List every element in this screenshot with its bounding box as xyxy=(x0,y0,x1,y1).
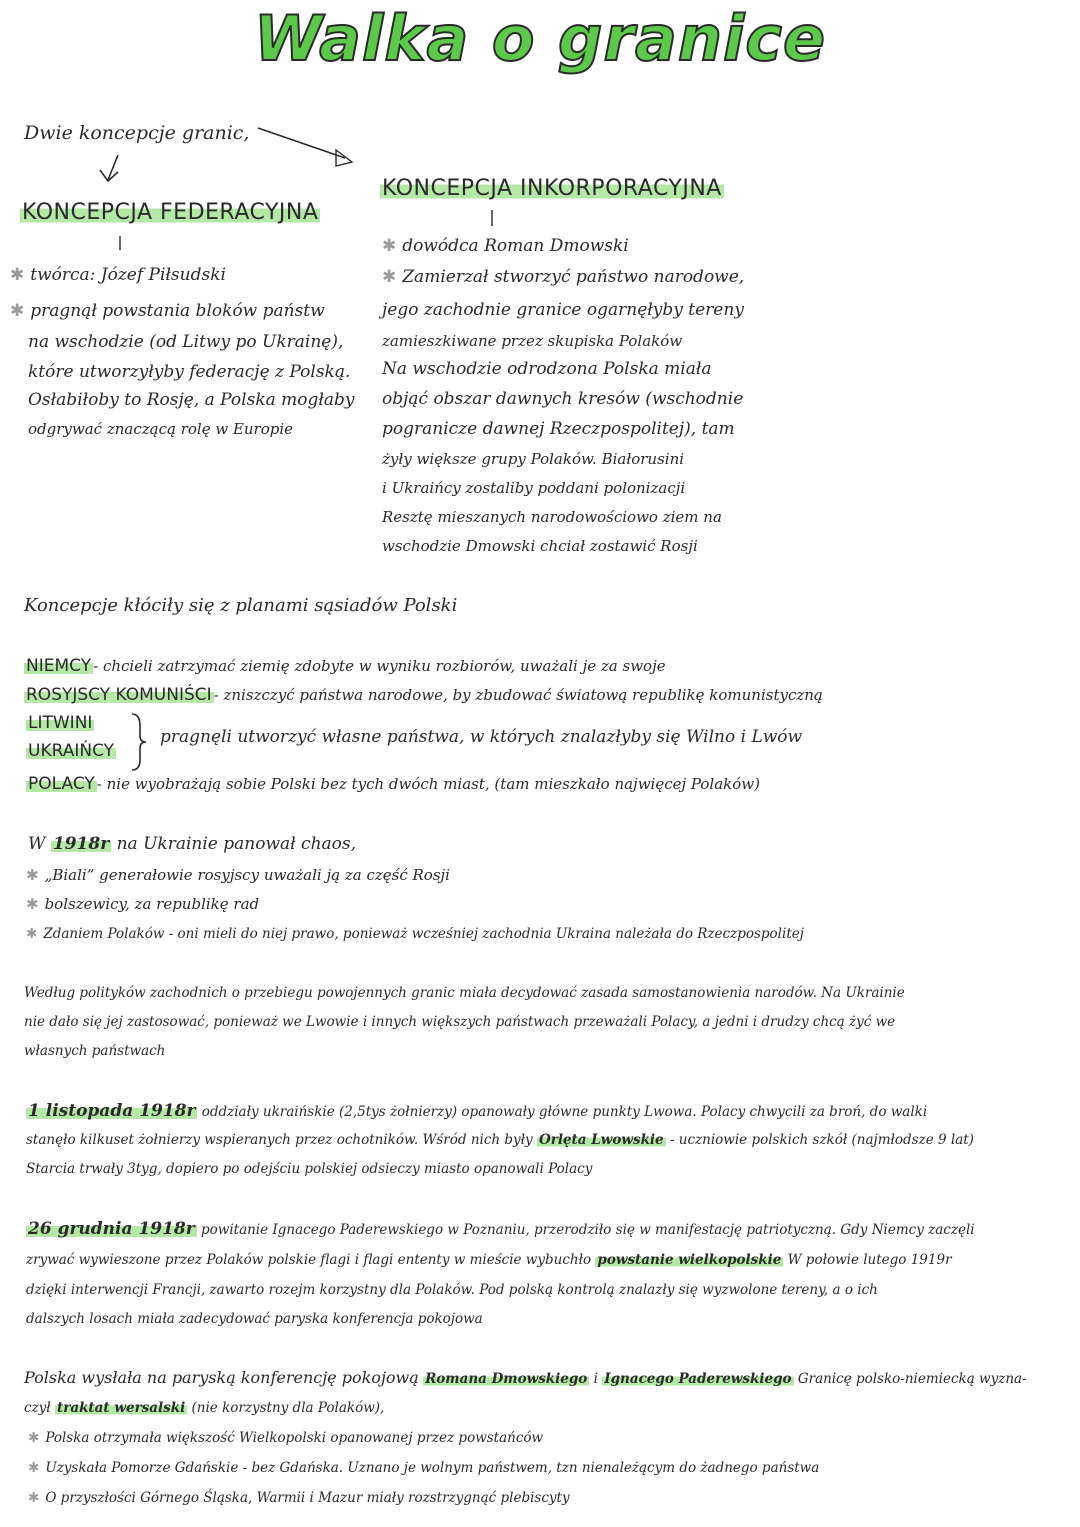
ukraine-item: ✱ „Biali” generałowie rosyjscy uważali ją za część Rosji xyxy=(26,866,450,884)
page-title: Walka o granice xyxy=(253,2,827,75)
polacy-label: POLACY xyxy=(28,774,95,794)
intro-text: Dwie koncepcje granic, xyxy=(24,122,250,144)
federacyjna-line: które utworzyłyby federację z Polską. xyxy=(28,362,351,382)
federacyjna-heading: KONCEPCJA FEDERACYJNA xyxy=(22,200,319,225)
paris-item: ✱ Polska otrzymała większość Wielkopolski opanowanej przez powstańców xyxy=(28,1430,544,1446)
inkorporacyjna-line: jego zachodnie granice ogarnęłyby tereny xyxy=(382,300,744,320)
ukraine-intro: W 1918r na Ukrainie panował chaos, xyxy=(28,834,357,854)
inkorporacyjna-line: Na wschodzie odrodzona Polska miała xyxy=(382,359,712,379)
wielkopolska-line1: 26 grudnia 1918r powitanie Ignacego Paderewskiego w Poznaniu, przerodziło się w manifestację patriotyczną. Gdy Niemcy zaczęli xyxy=(28,1219,975,1239)
wielkopolska-line2: zrywać wywieszone przez Polaków polskie flagi i flagi ententy w mieście wybuchło powstanie wielkopolskie W połowie lutego 1919r xyxy=(26,1252,952,1268)
inkorporacyjna-line: zamieszkiwane przez skupiska Polaków xyxy=(382,332,683,350)
inkorporacyjna-line: ✱ dowódca Roman Dmowski xyxy=(382,236,629,256)
lwow-line1: 1 listopada 1918r oddziały ukraińskie (2,5tys żołnierzy) opanowały główne punkty Lwowa. Polacy chwycili za broń, do walki xyxy=(28,1101,928,1121)
brace-icon xyxy=(128,712,152,772)
federacyjna-line: ✱ pragnął powstania bloków państw xyxy=(10,301,325,321)
wielkopolska-line4: dalszych losach miała zadecydować paryska konferencja pokojowa xyxy=(26,1311,483,1327)
western-line: nie dało się jej zastosować, ponieważ we Lwowie i innych większych państwach przeważali Polacy, a jedni i drudzy chcą żyć we xyxy=(24,1014,896,1030)
wielkopolska-line3: dzięki interwencji Francji, zawarto rozejm korzystny dla Polaków. Pod polską kontrolą znalazły się wyzwolone tereny, a o ich xyxy=(26,1282,878,1298)
inkorporacyjna-line: Resztę mieszanych narodowościowo ziem na xyxy=(382,508,722,526)
ukraincy-label: UKRAIŃCY xyxy=(28,741,115,761)
niemcy-label: NIEMCY xyxy=(26,656,92,676)
paderewski-highlight: Ignacego Paderewskiego xyxy=(604,1371,792,1387)
rosyjscy-label: ROSYJSCY KOMUNIŚCI xyxy=(26,685,212,705)
inkorporacyjna-heading: KONCEPCJA INKORPORACYJNA xyxy=(382,176,722,201)
federacyjna-line: ✱ twórca: Józef Piłsudski xyxy=(10,265,226,285)
paris-item: ✱ Uzyskała Pomorze Gdańskie - bez Gdańska. Uznano je wolnym państwem, tzn nienależącym do żadnego państwa xyxy=(28,1460,820,1476)
dmowski-highlight: Romana Dmowskiego xyxy=(425,1371,588,1387)
inkorporacyjna-line: pogranicze dawnej Rzeczpospolitej), tam xyxy=(382,419,735,439)
polacy-row: POLACY - nie wyobrażają sobie Polski bez tych dwóch miast, (tam mieszkało najwięcej Polaków) xyxy=(28,774,760,794)
neighbors-intro: Koncepcje kłóciły się z planami sąsiadów Polski xyxy=(24,595,458,616)
paris-item: ✱ O przyszłości Górnego Śląska, Warmii i Mazur miały rozstrzygnąć plebiscyty xyxy=(28,1490,570,1506)
orleta-highlight: Orlęta Lwowskie xyxy=(538,1132,664,1148)
lwow-line2: stanęło kilkuset żołnierzy wspieranych przez ochotników. Wśród nich były Orlęta Lwowskie - uczniowie polskich szkół (najmłodsze 9 lat) xyxy=(26,1132,974,1148)
paris-line1: Polska wysłała na paryską konferencję pokojową Romana Dmowskiego i Ignacego Paderewskiego Granicę polsko-niemiecką wyzna- xyxy=(24,1368,1027,1387)
inkorporacyjna-line: i Ukraińcy zostaliby poddani polonizacji xyxy=(382,479,686,497)
litwini-label: LITWINI xyxy=(28,713,93,733)
ukraine-item: ✱ Zdaniem Polaków - oni mieli do niej prawo, ponieważ wcześniej zachodnia Ukraina należała do Rzeczpospolitej xyxy=(26,926,804,942)
western-line: Według polityków zachodnich o przebiegu powojennych granic miała decydować zasada samostanowienia narodów. Na Ukrainie xyxy=(24,985,905,1001)
wielkopolska-date: 26 grudnia 1918r xyxy=(28,1219,195,1239)
traktat-highlight: traktat wersalski xyxy=(56,1400,186,1416)
inkorporacyjna-line: ✱ Zamierzał stworzyć państwo narodowe, xyxy=(382,267,745,287)
federacyjna-line: odgrywać znaczącą rolę w Europie xyxy=(28,420,294,438)
niemcy-row: NIEMCY - chcieli zatrzymać ziemię zdobyte w wyniku rozbiorów, uważali je za swoje xyxy=(26,656,666,676)
powstanie-highlight: powstanie wielkopolskie xyxy=(597,1252,782,1268)
rosyjscy-row: ROSYJSCY KOMUNIŚCI - zniszczyć państwa narodowe, by zbudować światową republikę komunistyczną xyxy=(26,685,823,705)
inkorporacyjna-line: żyły większe grupy Polaków. Białorusini xyxy=(382,450,685,468)
federacyjna-line: na wschodzie (od Litwy po Ukrainę), xyxy=(28,332,344,352)
litwini-text: pragnęli utworzyć własne państwa, w których znalazłyby się Wilno i Lwów xyxy=(160,727,803,747)
inkorporacyjna-line: objąć obszar dawnych kresów (wschodnie xyxy=(382,389,744,409)
inkorporacyjna-line: wschodzie Dmowski chciał zostawić Rosji xyxy=(382,537,698,555)
lwow-line3: Starcia trwały 3tyg, dopiero po odejściu polskiej odsieczy miasto opanowali Polacy xyxy=(26,1161,593,1177)
lwow-date: 1 listopada 1918r xyxy=(28,1101,196,1121)
western-line: własnych państwach xyxy=(24,1043,166,1059)
paris-line2: czył traktat wersalski (nie korzystny dla Polaków), xyxy=(24,1400,385,1416)
ukraine-item: ✱ bolszewicy, za republikę rad xyxy=(26,895,260,913)
federacyjna-line: Osłabiłoby to Rosję, a Polska mogłaby xyxy=(28,390,355,410)
